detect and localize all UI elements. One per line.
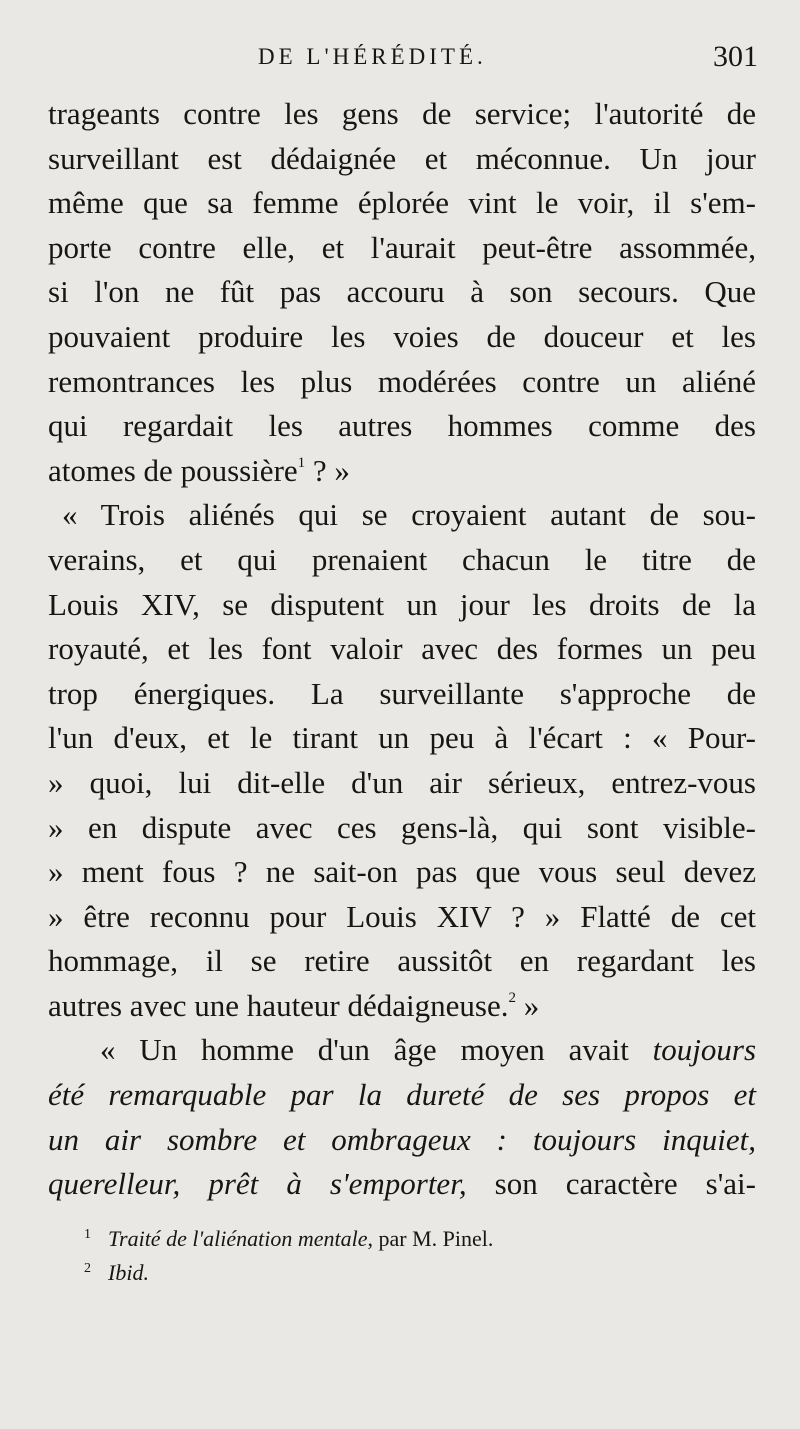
footnotes xyxy=(84,1218,724,1286)
text-line: royauté, et les font valoir avec des formes un peu xyxy=(48,631,756,667)
text-line: surveillant est dédaignée et méconnue. Un jour xyxy=(48,140,756,176)
text-line xyxy=(48,1162,756,1207)
text-line: « Trois aliénés qui se croyaient autant de sou- xyxy=(62,497,756,533)
footnote xyxy=(84,1252,724,1286)
line-text: « Un homme d'un âge moyen avait xyxy=(100,1032,629,1068)
footnote-number: 2 xyxy=(84,1261,91,1276)
italic-text: querelleur, prêt à s'emporter, xyxy=(48,1166,467,1202)
closing-quote: » xyxy=(515,987,540,1023)
line-text: atomes de poussière xyxy=(48,452,298,488)
text-line: qui regardait les autres hommes comme des xyxy=(48,408,756,444)
line-text: autres avec une hauteur dédaigneuse. xyxy=(48,987,509,1023)
text-line: » être reconnu pour Louis XIV ? » Flatté de cet xyxy=(48,898,756,934)
text-line xyxy=(48,449,756,494)
text-line: » quoi, lui dit-elle d'un air sérieux, entrez-vous xyxy=(48,764,756,800)
text-line: Louis XIV, se disputent un jour les droits de la xyxy=(48,586,756,622)
italic-text: toujours xyxy=(652,1032,757,1068)
page-header xyxy=(48,40,758,84)
body-text xyxy=(48,92,756,1207)
text-line: porte contre elle, et l'aurait peut-être assommée, xyxy=(48,229,756,265)
text-line: un air sombre et ombrageux : toujours inquiet, xyxy=(48,1121,756,1157)
text-line: trageants contre les gens de service; l'autorité de xyxy=(48,96,756,131)
text-line: verains, et qui prenaient chacun le titre de xyxy=(48,541,756,577)
text-line: hommage, il se retire aussitôt en regardant les xyxy=(48,943,756,979)
text-line: pouvaient produire les voies de douceur et les xyxy=(48,318,756,354)
footnote-ref: 2 xyxy=(508,989,516,1006)
text-line: même que sa femme éplorée vint le voir, il s'em- xyxy=(48,185,756,221)
text-line xyxy=(48,984,756,1029)
line-text: son caractère s'ai- xyxy=(494,1166,756,1202)
text-line: remontrances les plus modérées contre un aliéné xyxy=(48,363,756,399)
text-line: si l'on ne fût pas accouru à son secours. Que xyxy=(48,274,756,310)
footnote-title: Ibid. xyxy=(108,1260,149,1285)
footnote-number: 1 xyxy=(84,1227,91,1242)
footnote-ref: 1 xyxy=(297,454,306,471)
closing-quote: ? » xyxy=(305,452,350,488)
text-line: » en dispute avec ces gens-là, qui sont visible- xyxy=(48,809,756,845)
text-line: été remarquable par la dureté de ses propos et xyxy=(48,1077,756,1113)
footnote xyxy=(84,1218,724,1252)
footnote-title: Traité de l'aliénation mentale xyxy=(108,1226,368,1251)
text-line xyxy=(48,1028,756,1073)
text-line: trop énergiques. La surveillante s'approche de xyxy=(48,675,756,711)
text-line: l'un d'eux, et le tirant un peu à l'écart : « Pour- xyxy=(48,720,756,756)
footnote-rest: , par M. Pinel. xyxy=(367,1226,494,1251)
running-title: DE L'HÉRÉDITÉ. xyxy=(258,44,487,69)
text-line: » ment fous ? ne sait-on pas que vous seul devez xyxy=(48,854,756,890)
page-number: 301 xyxy=(713,40,758,73)
